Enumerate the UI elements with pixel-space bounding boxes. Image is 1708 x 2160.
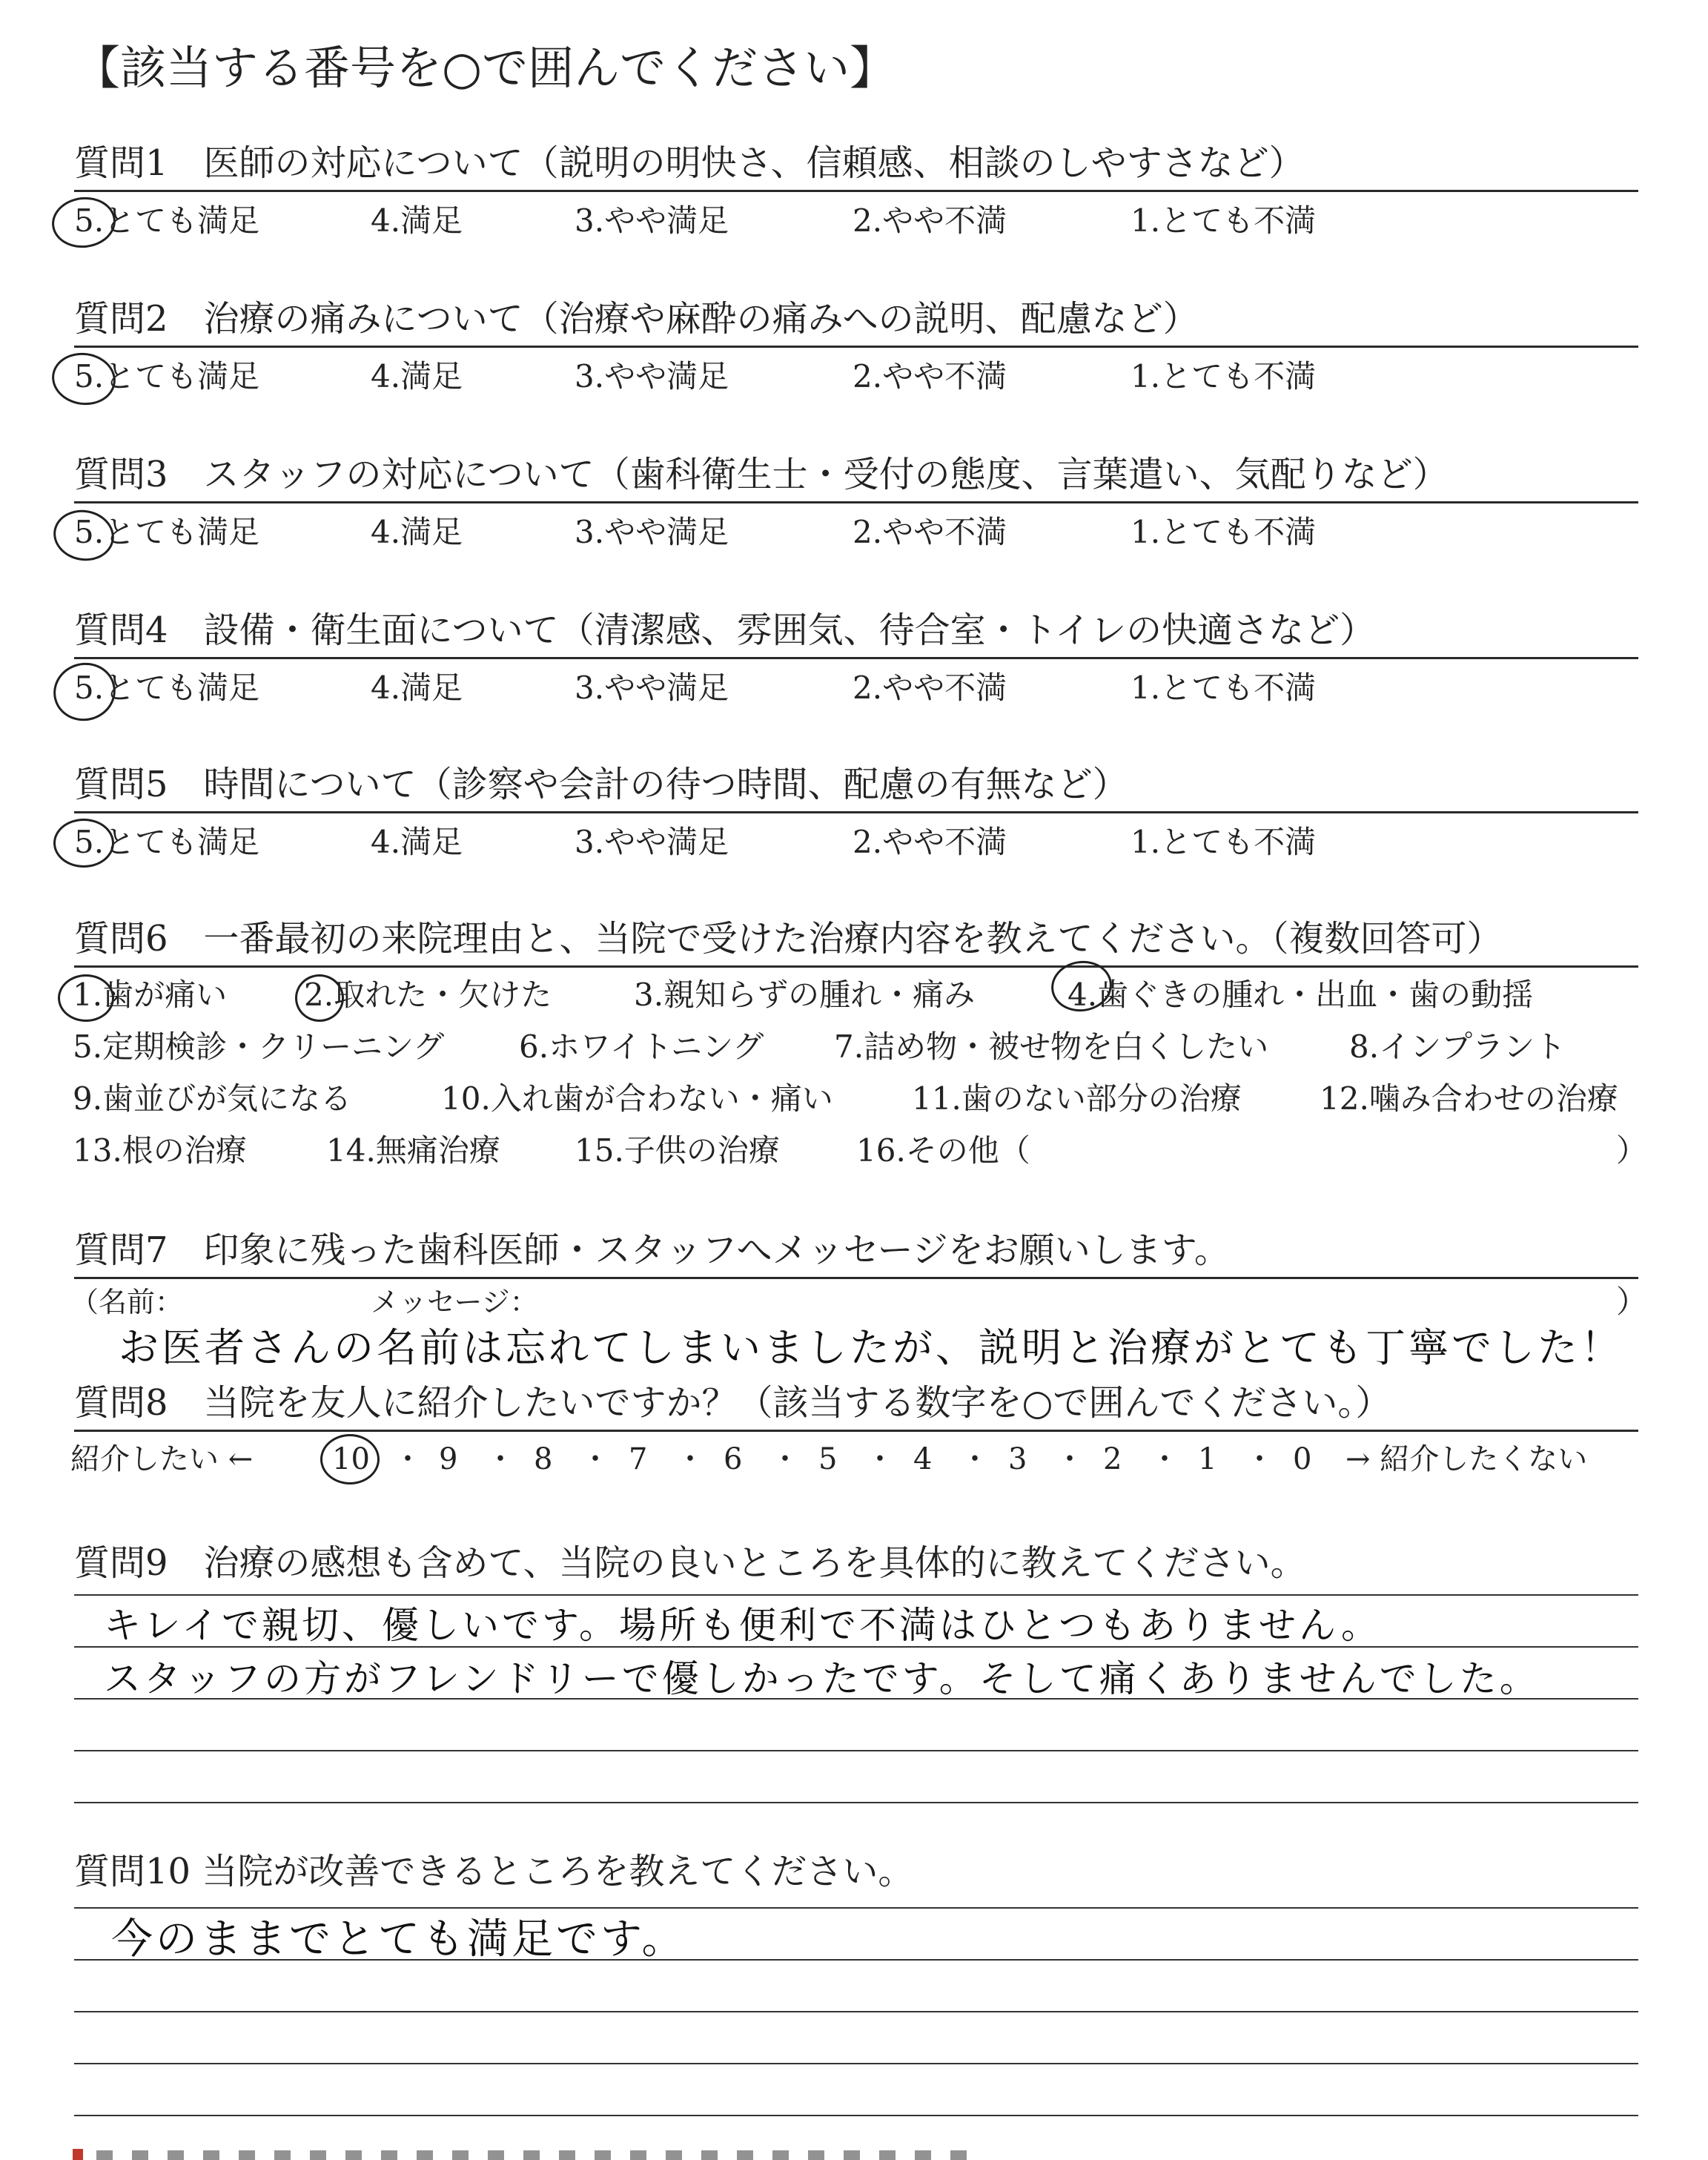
q8-scale-1[interactable]: 1 xyxy=(1198,1442,1217,1476)
q8-scale-6[interactable]: 6 xyxy=(724,1442,743,1476)
q4-option-3[interactable]: 3.やや満足 xyxy=(575,670,729,706)
q1-option-1[interactable]: 1.とても不満 xyxy=(1131,202,1317,239)
q6-option-12[interactable]: 12.噛み合わせの治療 xyxy=(1320,1080,1618,1117)
q6-other-close-paren: ） xyxy=(1616,1132,1648,1169)
q4-option-1[interactable]: 1.とても不満 xyxy=(1131,670,1317,706)
q10-answer-line-4 xyxy=(74,2063,1638,2064)
q5-option-2[interactable]: 2.やや不満 xyxy=(853,824,1007,860)
q6-option-4[interactable]: 4.歯ぐきの腫れ・出血・歯の動揺 xyxy=(1068,977,1534,1013)
q1-option-2[interactable]: 2.やや不満 xyxy=(853,202,1007,239)
q6-option-2[interactable]: 2.取れた・欠けた xyxy=(304,977,552,1013)
q2-option-2[interactable]: 2.やや不満 xyxy=(853,358,1007,394)
q8-separator: ・ xyxy=(1055,1442,1085,1476)
question-8-title: 質問8 当院を友人に紹介したいですか？（該当する数字を○で囲んでください。） xyxy=(74,1382,1391,1424)
q8-right-label: → 紹介したくない xyxy=(1345,1442,1588,1476)
q4-option-5[interactable]: 5.とても満足 xyxy=(74,670,260,706)
q1-option-5[interactable]: 5.とても満足 xyxy=(74,202,260,239)
question-3-title: 質問3 スタッフの対応について（歯科衛生士・受付の態度、言葉遣い、気配りなど） xyxy=(74,454,1449,495)
q7-message-label: メッセージ： xyxy=(371,1286,538,1318)
q8-selection-circle xyxy=(320,1434,380,1484)
question-7-title: 質問7 印象に残った歯科医師・スタッフへメッセージをお願いします。 xyxy=(74,1229,1230,1271)
q8-separator: ・ xyxy=(865,1442,895,1476)
q8-separator: ・ xyxy=(1150,1442,1179,1476)
q5-option-5[interactable]: 5.とても満足 xyxy=(74,824,260,860)
q8-scale-8[interactable]: 8 xyxy=(534,1442,553,1476)
q2-option-1[interactable]: 1.とても不満 xyxy=(1131,358,1317,394)
q6-option-6[interactable]: 6.ホワイトニング xyxy=(519,1028,764,1065)
q7-name-label: （名前： xyxy=(70,1286,184,1318)
q10-handwritten-line-1: 今のままでとても満足です。 xyxy=(111,1915,686,1964)
q8-scale-3[interactable]: 3 xyxy=(1008,1442,1027,1476)
q8-scale-2[interactable]: 2 xyxy=(1103,1442,1122,1476)
q6-option-2-circle xyxy=(295,974,344,1022)
q6-option-1-circle xyxy=(58,974,114,1022)
q7-close-paren: ） xyxy=(1616,1284,1648,1320)
question-9-title: 質問9 治療の感想も含めて、当院の良いところを具体的に教えてください。 xyxy=(74,1542,1306,1584)
question-2-title: 質問2 治療の痛みについて（治療や麻酔の痛みへの説明、配慮など） xyxy=(74,298,1199,340)
q6-option-7[interactable]: 7.詰め物・被せ物を白くしたい xyxy=(834,1028,1269,1065)
q9-handwritten-line-2: スタッフの方がフレンドリーで優しかったです。そして痛くありませんでした。 xyxy=(104,1657,1540,1700)
q9-answer-line-1 xyxy=(74,1594,1638,1596)
q5-option-1[interactable]: 1.とても不満 xyxy=(1131,824,1317,860)
question-1-title: 質問1 医師の対応について（説明の明快さ、信頼感、相談のしやすさなど） xyxy=(74,142,1305,184)
q8-separator: ・ xyxy=(1245,1442,1274,1476)
cropped-next-question xyxy=(96,2150,986,2160)
q8-separator: ・ xyxy=(770,1442,800,1476)
question-5-title: 質問5 時間について（診察や会計の待つ時間、配慮の有無など） xyxy=(74,764,1128,805)
q8-scale-0[interactable]: 0 xyxy=(1293,1442,1312,1476)
form-header: 【該当する番号を○で囲んでください】 xyxy=(74,41,896,95)
q6-option-16[interactable]: 16.その他（ xyxy=(856,1132,1030,1169)
q5-option-3[interactable]: 3.やや満足 xyxy=(575,824,729,860)
q2-option-4[interactable]: 4.満足 xyxy=(371,358,463,394)
q8-separator: ・ xyxy=(486,1442,515,1476)
q3-option-4[interactable]: 4.満足 xyxy=(371,514,463,550)
q6-option-9[interactable]: 9.歯並びが気になる xyxy=(73,1080,352,1117)
q2-option-3[interactable]: 3.やや満足 xyxy=(575,358,729,394)
q6-option-13[interactable]: 13.根の治療 xyxy=(73,1132,247,1169)
q6-option-5[interactable]: 5.定期検診・クリーニング xyxy=(73,1028,445,1065)
question-8-rule xyxy=(74,1430,1638,1432)
q6-option-11[interactable]: 11.歯のない部分の治療 xyxy=(912,1080,1242,1117)
q3-option-2[interactable]: 2.やや不満 xyxy=(853,514,1007,550)
q2-option-5[interactable]: 5.とても満足 xyxy=(74,358,260,394)
q1-option-4[interactable]: 4.満足 xyxy=(371,202,463,239)
q8-scale-4[interactable]: 4 xyxy=(913,1442,933,1476)
q4-selection-circle xyxy=(47,656,122,727)
q9-answer-line-5 xyxy=(74,1802,1638,1803)
q1-option-3[interactable]: 3.やや満足 xyxy=(575,202,729,239)
question-2-rule xyxy=(74,346,1638,348)
q5-selection-circle xyxy=(53,819,114,868)
q10-answer-line-1 xyxy=(74,1907,1638,1909)
q8-separator: ・ xyxy=(580,1442,610,1476)
q10-answer-line-3 xyxy=(74,2011,1638,2012)
q4-option-2[interactable]: 2.やや不満 xyxy=(853,670,1007,706)
q5-option-4[interactable]: 4.満足 xyxy=(371,824,463,860)
q8-scale-10[interactable]: 10 xyxy=(332,1442,370,1476)
question-5-rule xyxy=(74,811,1638,813)
q3-option-5[interactable]: 5.とても満足 xyxy=(74,514,260,550)
question-10-title: 質問10 当院が改善できるところを教えてください。 xyxy=(74,1851,914,1892)
q8-scale-5[interactable]: 5 xyxy=(818,1442,838,1476)
cropped-text-fragment xyxy=(73,2149,83,2160)
question-6-rule xyxy=(74,965,1638,968)
q7-handwritten-message: お医者さんの名前は忘れてしまいましたが、説明と治療がとても丁寧でした！ xyxy=(119,1324,1623,1371)
question-7-rule xyxy=(74,1277,1638,1279)
q8-separator: ・ xyxy=(393,1442,423,1476)
q6-option-10[interactable]: 10.入れ歯が合わない・痛い xyxy=(441,1080,833,1117)
question-1-rule xyxy=(74,190,1638,192)
q6-option-14[interactable]: 14.無痛治療 xyxy=(326,1132,500,1169)
q3-option-1[interactable]: 1.とても不満 xyxy=(1131,514,1317,550)
q8-separator: ・ xyxy=(960,1442,990,1476)
q6-option-3[interactable]: 3.親知らずの腫れ・痛み xyxy=(634,977,976,1013)
question-4-rule xyxy=(74,657,1638,659)
q8-separator: ・ xyxy=(675,1442,705,1476)
q8-scale-7[interactable]: 7 xyxy=(629,1442,648,1476)
q6-option-15[interactable]: 15.子供の治療 xyxy=(575,1132,780,1169)
q3-option-3[interactable]: 3.やや満足 xyxy=(575,514,729,550)
q6-option-8[interactable]: 8.インプラント xyxy=(1349,1028,1566,1065)
q6-option-1[interactable]: 1.歯が痛い xyxy=(73,977,228,1013)
question-3-rule xyxy=(74,501,1638,503)
q10-answer-line-5 xyxy=(74,2115,1638,2116)
q4-option-4[interactable]: 4.満足 xyxy=(371,670,463,706)
question-6-title: 質問6 一番最初の来院理由と、当院で受けた治療内容を教えてください。（複数回答可） xyxy=(74,918,1503,960)
q8-scale-9[interactable]: 9 xyxy=(439,1442,458,1476)
q9-handwritten-line-1: キレイで親切、優しいです。場所も便利で不満はひとつもありません。 xyxy=(104,1604,1381,1647)
question-4-title: 質問4 設備・衛生面について（清潔感、雰囲気、待合室・トイレの快適さなど） xyxy=(74,610,1376,651)
q8-left-label: 紹介したい ← xyxy=(70,1442,254,1476)
q9-answer-line-4 xyxy=(74,1750,1638,1751)
